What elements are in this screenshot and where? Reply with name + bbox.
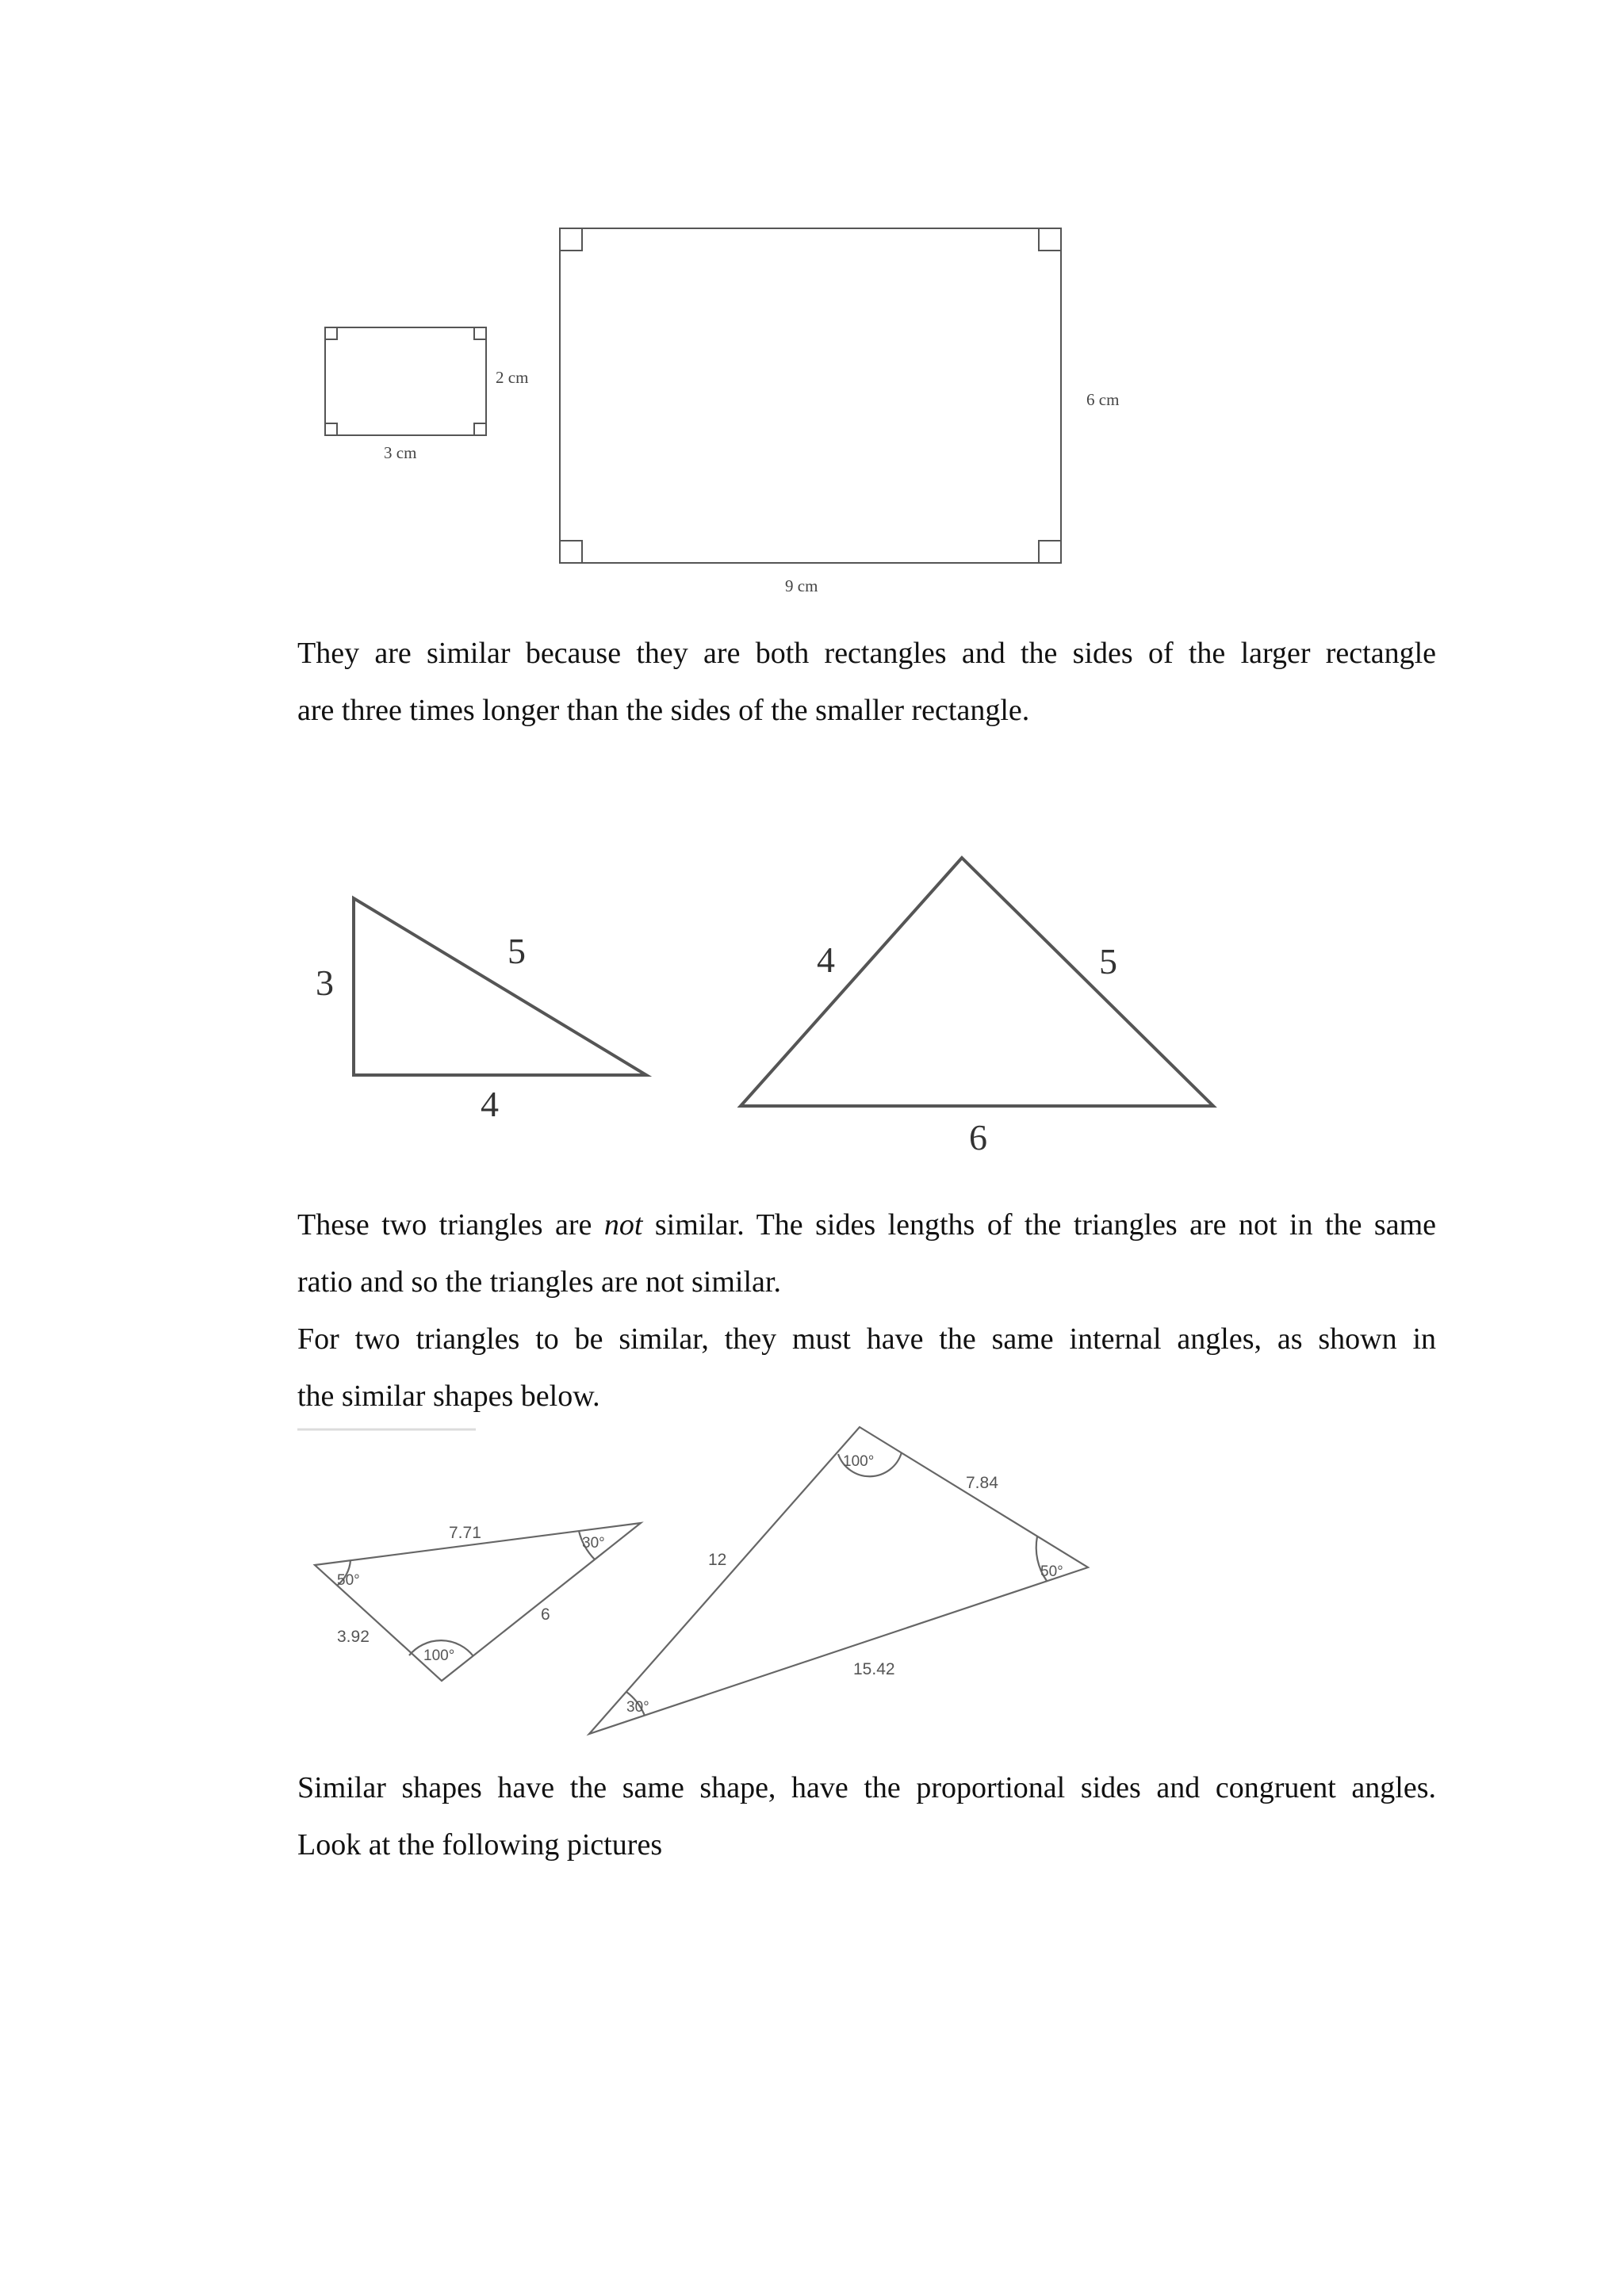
large-similar-triangle	[589, 1427, 1088, 1734]
paragraph-line: They are similar because they are both rectangles and the sides of the larger rectangle	[297, 637, 1436, 670]
small-tri-left-label: 3.92	[337, 1628, 370, 1646]
small-tri-angle-bottom: 100°	[423, 1647, 455, 1664]
paragraph-line: Similar shapes have the same shape, have the proportional sides and congruent angles.	[297, 1771, 1436, 1804]
scalene-triangle-base-label: 6	[969, 1117, 987, 1158]
right-triangle-hyp-label: 5	[508, 931, 526, 971]
large-tri-angle-top: 100°	[843, 1453, 875, 1470]
small-tri-angle-right: 30°	[582, 1535, 605, 1552]
right-triangle-base-label: 4	[481, 1084, 499, 1124]
large-tri-right-label: 7.84	[966, 1474, 998, 1492]
small-tri-top-label: 7.71	[449, 1524, 481, 1542]
paragraph-line: Look at the following pictures	[297, 1828, 663, 1862]
large-tri-angle-bottom: 30°	[626, 1699, 649, 1716]
large-rect-height-label: 6 cm	[1086, 390, 1120, 409]
small-tri-angle-left: 50°	[337, 1572, 360, 1589]
paragraph-line: ratio and so the triangles are not similar.	[297, 1265, 781, 1299]
large-rect-width-label: 9 cm	[785, 576, 818, 595]
large-tri-bottom-label: 15.42	[853, 1660, 895, 1678]
paragraph-line: These two triangles are not similar. The sides lengths of the triangles are not in the same	[297, 1208, 1436, 1242]
paragraph-line: For two triangles to be similar, they must have the same internal angles, as shown in	[297, 1322, 1436, 1356]
large-tri-left-label: 12	[708, 1551, 727, 1569]
small-rect-width-label: 3 cm	[384, 443, 417, 462]
scalene-triangle-left-label: 4	[817, 939, 835, 980]
paragraph-similar-shapes	[297, 1759, 1436, 1873]
paragraph-line: are three times longer than the sides of the smaller rectangle.	[297, 694, 1030, 727]
small-tri-right-label: 6	[541, 1605, 550, 1624]
paragraph-line: the similar shapes below.	[297, 1380, 600, 1413]
small-rect-height-label: 2 cm	[496, 368, 529, 387]
large-tri-angle-right: 50°	[1040, 1563, 1063, 1580]
scalene-triangle-right-label: 5	[1099, 941, 1117, 982]
right-triangle-side-label: 3	[316, 962, 334, 1003]
